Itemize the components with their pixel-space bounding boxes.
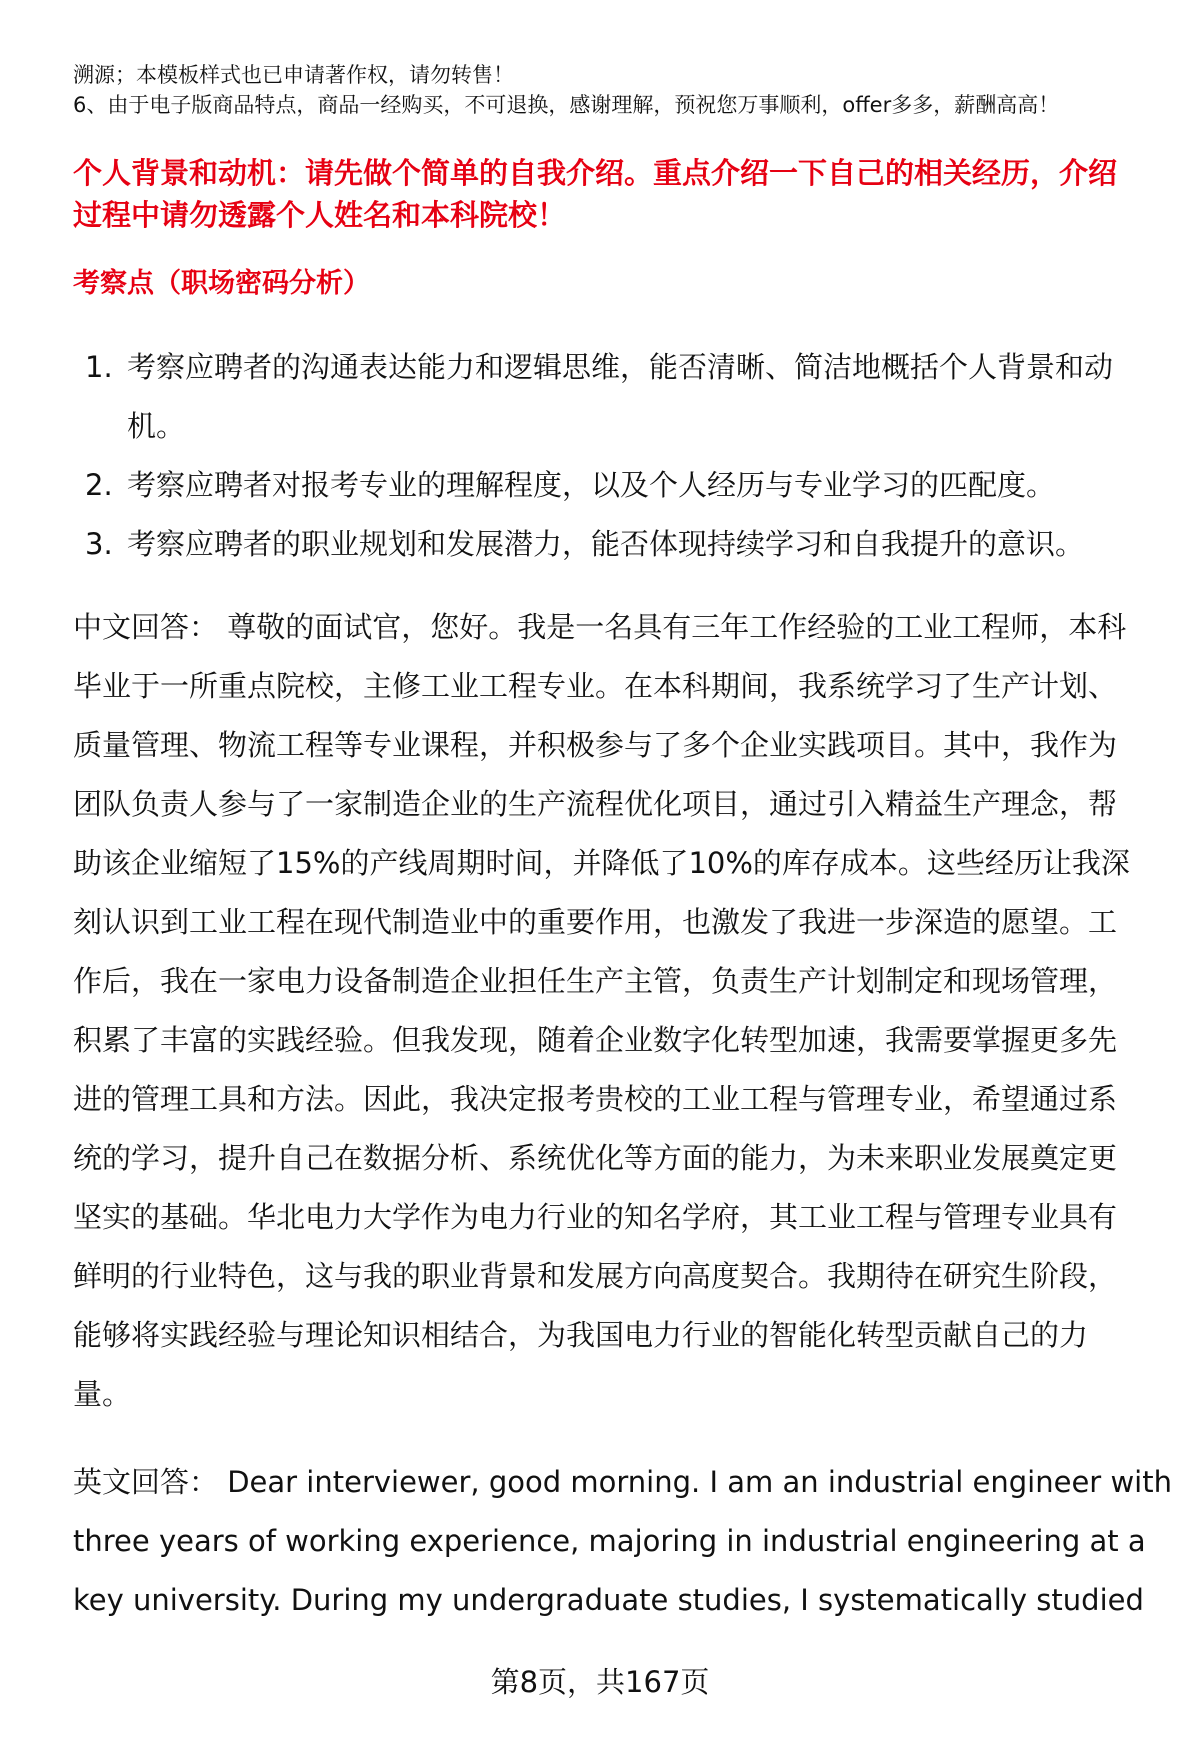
paragraph-line: 统的学习，提升自己在数据分析、系统优化等方面的能力，为未来职业发展奠定更 — [73, 1141, 1118, 1175]
list-text: 考察应聘者对报考专业的理解程度，以及个人经历与专业学习的匹配度。 — [127, 468, 1056, 502]
question-heading — [73, 152, 1117, 236]
paragraph-line: 团队负责人参与了一家制造企业的生产流程优化项目，通过引入精益生产理念，帮 — [73, 787, 1118, 821]
english-answer — [73, 1453, 1172, 1630]
paragraph-line: 作后，我在一家电力设备制造企业担任生产主管，负责生产计划制定和现场管理， — [73, 964, 1118, 998]
paragraph-line: 能够将实践经验与理论知识相结合，为我国电力行业的智能化转型贡献自己的力 — [73, 1318, 1089, 1352]
paragraph-line: 英文回答： Dear interviewer, good morning. I am an industrial engineer with — [73, 1465, 1172, 1499]
key-points-title: 考察点（职场密码分析） — [73, 268, 370, 299]
list-number: 1. — [85, 350, 113, 384]
paragraph-line: 毕业于一所重点院校，主修工业工程专业。在本科期间，我系统学习了生产计划、 — [73, 669, 1118, 703]
paragraph-line: 刻认识到工业工程在现代制造业中的重要作用，也激发了我进一步深造的愿望。工 — [73, 905, 1118, 939]
list-text: 考察应聘者的沟通表达能力和逻辑思维，能否清晰、简洁地概括个人背景和动 — [127, 350, 1114, 384]
list-number: 2. — [85, 468, 113, 502]
paragraph-line: key university. During my undergraduate studies, I systematically studied — [73, 1583, 1144, 1617]
chinese-answer — [73, 598, 1130, 1424]
list-text: 考察应聘者的职业规划和发展潜力，能否体现持续学习和自我提升的意识。 — [127, 527, 1085, 561]
paragraph-line: 坚实的基础。华北电力大学作为电力行业的知名学府，其工业工程与管理专业具有 — [73, 1200, 1118, 1234]
paragraph-line: 进的管理工具和方法。因此，我决定报考贵校的工业工程与管理专业，希望通过系 — [73, 1082, 1118, 1116]
paragraph-line: 质量管理、物流工程等专业课程，并积极参与了多个企业实践项目。其中，我作为 — [73, 728, 1118, 762]
paragraph-line: 助该企业缩短了15%的产线周期时间，并降低了10%的库存成本。这些经历让我深 — [73, 846, 1130, 880]
paragraph-line: 量。 — [73, 1377, 132, 1411]
note-line: 溯源；本模板样式也已申请著作权，请勿转售！ — [73, 63, 514, 87]
key-points-list — [73, 338, 1113, 574]
question-line: 过程中请勿透露个人姓名和本科院校！ — [73, 198, 567, 232]
list-item — [73, 515, 1113, 574]
page-number: 第8页，共167页 — [490, 1665, 710, 1699]
paragraph-line: 积累了丰富的实践经验。但我发现，随着企业数字化转型加速，我需要掌握更多先 — [73, 1023, 1118, 1057]
list-item — [73, 456, 1113, 515]
paragraph-line: 鲜明的行业特色，这与我的职业背景和发展方向高度契合。我期待在研究生阶段， — [73, 1259, 1118, 1293]
question-line: 个人背景和动机：请先做个简单的自我介绍。重点介绍一下自己的相关经历，介绍 — [73, 156, 1118, 190]
paragraph-line: 中文回答： 尊敬的面试官，您好。我是一名具有三年工作经验的工业工程师，本科 — [73, 610, 1127, 644]
list-item — [73, 338, 1113, 456]
note-line: 6、由于电子版商品特点，商品一经购买，不可退换，感谢理解，预祝您万事顺利，offer多多，薪酬高高！ — [73, 93, 1060, 117]
list-text: 机。 — [127, 409, 186, 443]
list-number: 3. — [85, 527, 113, 561]
paragraph-line: three years of working experience, majoring in industrial engineering at a — [73, 1524, 1146, 1558]
